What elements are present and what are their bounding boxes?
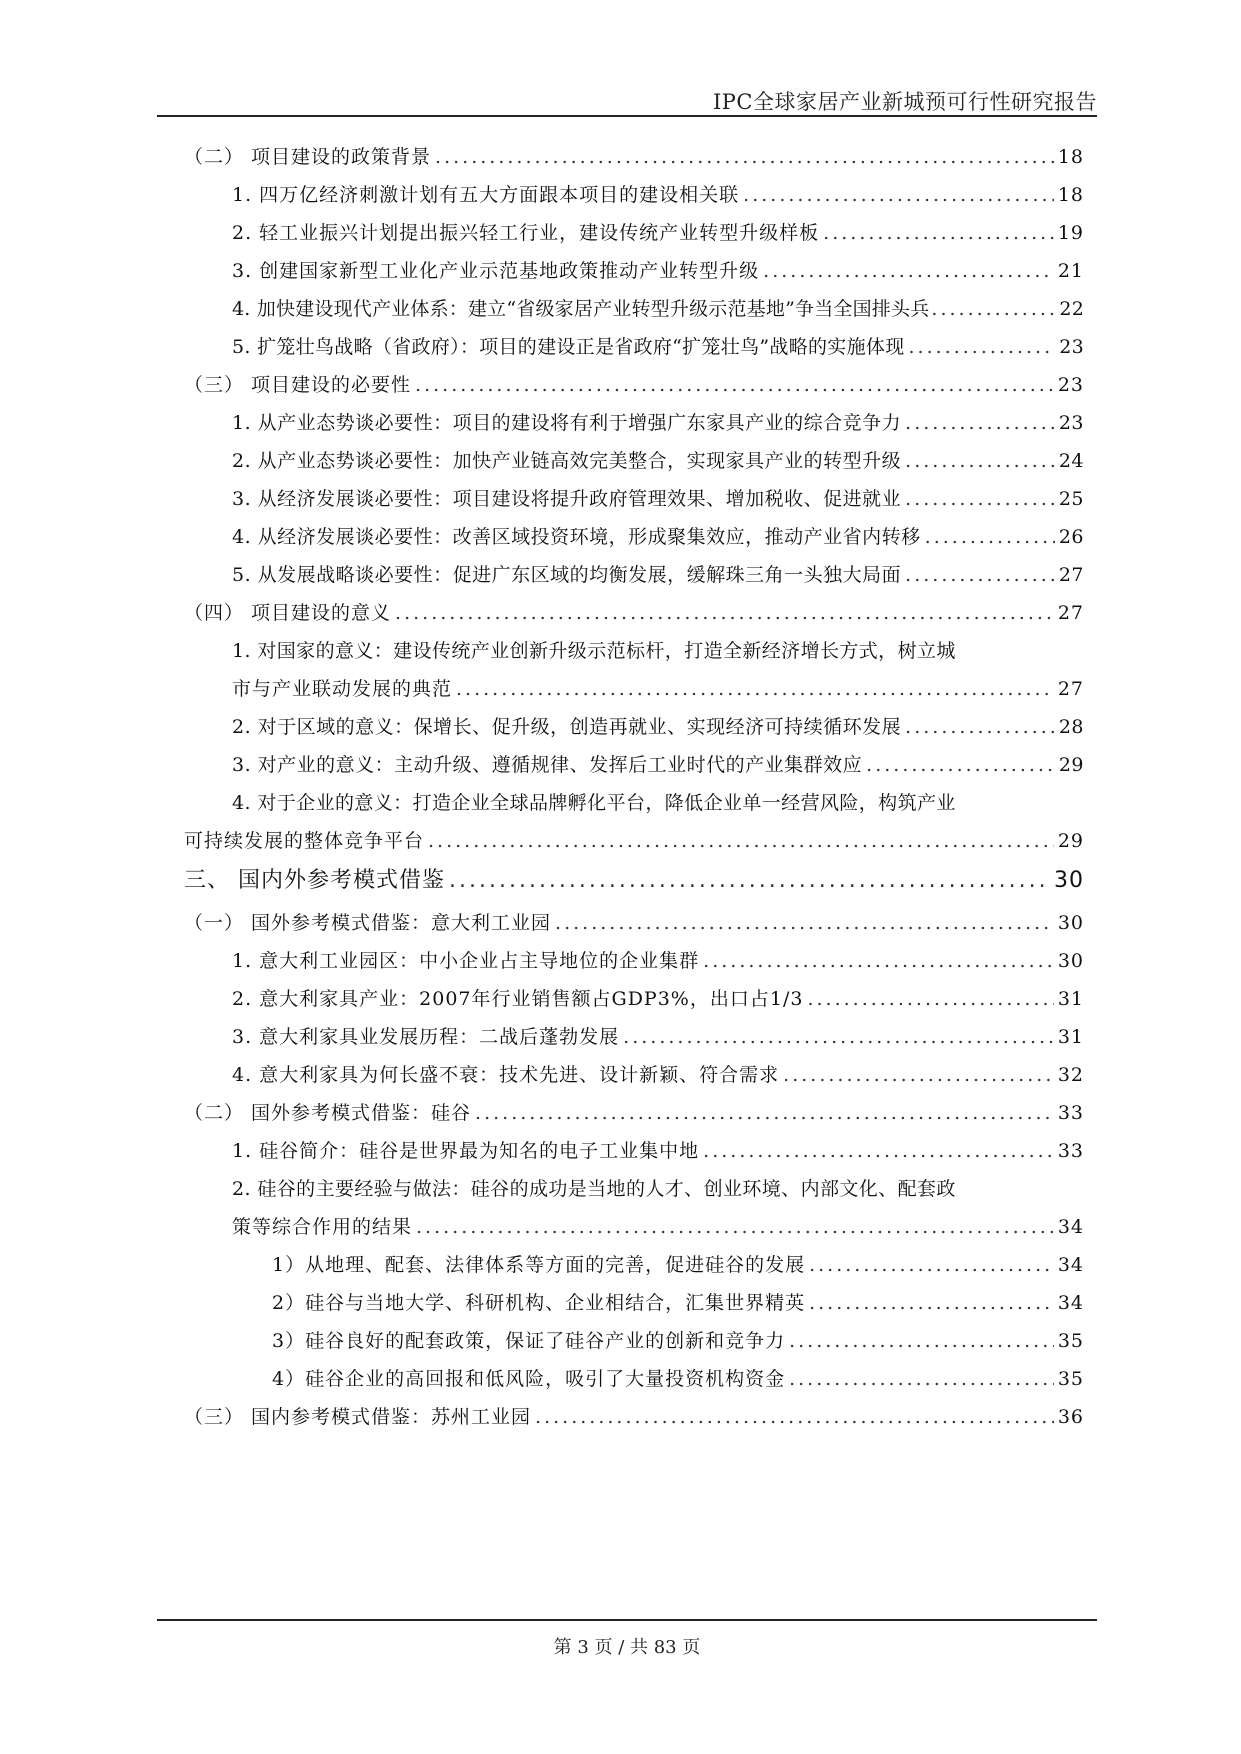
toc-entry-section[interactable]: （四） 项目建设的意义 ..... 27	[184, 598, 1084, 628]
toc-entry-item[interactable]: 2. 对于区域的意义：保增长、促升级，创造再就业、实现经济可持续循环发展 ..... 28	[232, 712, 1084, 742]
toc-entry-subitem[interactable]: 2）硅谷与当地大学、科研机构、企业相结合，汇集世界精英 ..... 34	[272, 1288, 1084, 1318]
toc-entry-item-continuation[interactable]: 市与产业联动发展的典范 ..... 27	[232, 674, 1084, 704]
toc-entry-item-continuation[interactable]: 可持续发展的整体竞争平台 ..... 29	[184, 826, 1084, 856]
toc-entry-section[interactable]: （二） 项目建设的政策背景 ..... 18	[184, 142, 1084, 172]
toc-entry-item-first-line[interactable]: 1. 对国家的意义：建设传统产业创新升级示范标杆，打造全新经济增长方式，树立城	[232, 640, 956, 662]
toc-entry-item[interactable]: 4. 意大利家具为何长盛不衰：技术先进、设计新颖、符合需求 ..... 32	[232, 1060, 1084, 1090]
toc-entry-section[interactable]: （三） 国内参考模式借鉴：苏州工业园 ..... 36	[184, 1402, 1084, 1432]
page-number-footer: 第 3 页 / 共 83 页	[553, 1637, 701, 1658]
toc-entry-item[interactable]: 4. 加快建设现代产业体系：建立“省级家居产业转型升级示范基地”争当全国排头兵 ..... 22	[232, 294, 1084, 324]
toc-entry-subitem[interactable]: 3）硅谷良好的配套政策，保证了硅谷产业的创新和竞争力 ..... 35	[272, 1326, 1084, 1356]
header-rule	[157, 115, 1097, 117]
toc-entry-item[interactable]: 1. 四万亿经济刺激计划有五大方面跟本项目的建设相关联 ..... 18	[232, 180, 1084, 210]
toc-entry-item[interactable]: 4. 从经济发展谈必要性：改善区域投资环境，形成聚集效应，推动产业省内转移 ..... 26	[232, 522, 1084, 552]
toc-entry-subitem[interactable]: 4）硅谷企业的高回报和低风险，吸引了大量投资机构资金 ..... 35	[272, 1364, 1084, 1394]
toc-entry-item[interactable]: 1. 硅谷简介：硅谷是世界最为知名的电子工业集中地 ..... 33	[232, 1136, 1084, 1166]
toc-entry-item[interactable]: 1. 从产业态势谈必要性：项目的建设将有利于增强广东家具产业的综合竞争力 ..... 23	[232, 408, 1084, 438]
toc-entry-item[interactable]: 3. 意大利家具业发展历程：二战后蓬勃发展 ..... 31	[232, 1022, 1084, 1052]
toc-entry-section[interactable]: （三） 项目建设的必要性 ..... 23	[184, 370, 1084, 400]
toc-entry-section[interactable]: （二） 国外参考模式借鉴：硅谷 ..... 33	[184, 1098, 1084, 1128]
toc-entry-subitem[interactable]: 1）从地理、配套、法律体系等方面的完善，促进硅谷的发展 ..... 34	[272, 1250, 1084, 1280]
running-header: IPC全球家居产业新城预可行性研究报告	[713, 90, 1097, 114]
toc-entry-item[interactable]: 2. 轻工业振兴计划提出振兴轻工行业，建设传统产业转型升级样板 ..... 19	[232, 218, 1084, 248]
toc-entry-chapter[interactable]: 三、 国内外参考模式借鉴 ..... 30	[184, 866, 1084, 896]
toc-entry-item[interactable]: 2. 从产业态势谈必要性：加快产业链高效完美整合，实现家具产业的转型升级 ..... 24	[232, 446, 1084, 476]
toc-entry-item[interactable]: 3. 对产业的意义：主动升级、遵循规律、发挥后工业时代的产业集群效应 ..... 29	[232, 750, 1084, 780]
toc-entry-item[interactable]: 3. 从经济发展谈必要性：项目建设将提升政府管理效果、增加税收、促进就业 ..... 25	[232, 484, 1084, 514]
toc-entry-item[interactable]: 2. 意大利家具产业：2007年行业销售额占GDP3%，出口占1/3 ..... 31	[232, 984, 1084, 1014]
toc-entry-item-first-line[interactable]: 2. 硅谷的主要经验与做法：硅谷的成功是当地的人才、创业环境、内部文化、配套政	[232, 1178, 956, 1200]
toc-entry-item[interactable]: 3. 创建国家新型工业化产业示范基地政策推动产业转型升级 ..... 21	[232, 256, 1084, 286]
toc-entry-section[interactable]: （一） 国外参考模式借鉴：意大利工业园 ..... 30	[184, 908, 1084, 938]
toc-entry-item-first-line[interactable]: 4. 对于企业的意义：打造企业全球品牌孵化平台，降低企业单一经营风险，构筑产业	[232, 792, 956, 814]
toc-entry-item[interactable]: 5. 扩笼壮鸟战略（省政府）：项目的建设正是省政府“扩笼壮鸟”战略的实施体现 ..... 23	[232, 332, 1084, 362]
toc-entry-item[interactable]: 1. 意大利工业园区：中小企业占主导地位的企业集群 ..... 30	[232, 946, 1084, 976]
toc-entry-item-continuation[interactable]: 策等综合作用的结果 ..... 34	[232, 1212, 1084, 1242]
toc-entry-item[interactable]: 5. 从发展战略谈必要性：促进广东区域的均衡发展，缓解珠三角一头独大局面 ..... 27	[232, 560, 1084, 590]
footer-rule	[157, 1619, 1097, 1621]
